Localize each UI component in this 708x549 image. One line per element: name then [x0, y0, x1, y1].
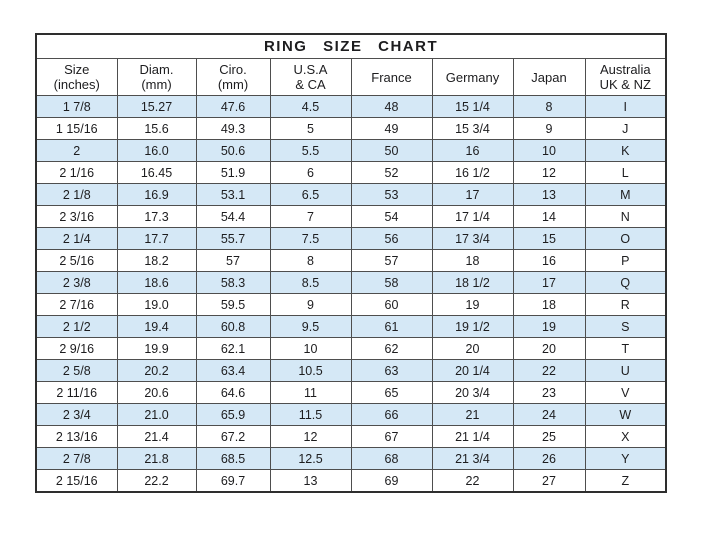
table-cell: 2 15/16 — [36, 470, 117, 493]
column-header-line2: & CA — [295, 77, 326, 92]
table-cell: 2 9/16 — [36, 338, 117, 360]
table-cell: R — [585, 294, 666, 316]
table-row — [36, 250, 666, 272]
table-row — [36, 206, 666, 228]
table-cell: 20 1/4 — [432, 360, 513, 382]
table-cell: 19 — [513, 316, 585, 338]
table-cell: 2 3/4 — [36, 404, 117, 426]
table-cell: 15.27 — [117, 96, 196, 118]
table-cell: S — [585, 316, 666, 338]
table-cell: 9 — [270, 294, 351, 316]
table-cell: 53 — [351, 184, 432, 206]
table-body — [36, 96, 666, 493]
table-cell: 12 — [270, 426, 351, 448]
table-cell: 16 1/2 — [432, 162, 513, 184]
column-header-size-inches — [36, 59, 117, 96]
table-cell: Z — [585, 470, 666, 493]
column-header-line1: Size — [64, 62, 90, 77]
table-cell: 20 3/4 — [432, 382, 513, 404]
table-cell: 11 — [270, 382, 351, 404]
table-cell: 1 7/8 — [36, 96, 117, 118]
table-row — [36, 294, 666, 316]
table-cell: 2 1/16 — [36, 162, 117, 184]
table-cell: 19.4 — [117, 316, 196, 338]
table-cell: 56 — [351, 228, 432, 250]
header-row — [36, 59, 666, 96]
table-cell: 5.5 — [270, 140, 351, 162]
table-row — [36, 140, 666, 162]
table-cell: 18.2 — [117, 250, 196, 272]
table-cell: 57 — [351, 250, 432, 272]
column-header-australia-uk-nz — [585, 59, 666, 96]
table-cell: O — [585, 228, 666, 250]
table-cell: 18 — [432, 250, 513, 272]
column-header-line2: (mm) — [141, 77, 172, 92]
table-cell: 62 — [351, 338, 432, 360]
table-cell: 27 — [513, 470, 585, 493]
table-cell: 63.4 — [196, 360, 270, 382]
table-cell: 69.7 — [196, 470, 270, 493]
table-cell: 10 — [270, 338, 351, 360]
table-cell: Y — [585, 448, 666, 470]
table-title: RING SIZE CHART — [36, 34, 666, 59]
table-cell: 1 15/16 — [36, 118, 117, 140]
table-cell: 22 — [513, 360, 585, 382]
table-cell: 49 — [351, 118, 432, 140]
table-cell: 13 — [270, 470, 351, 493]
table-cell: 7 — [270, 206, 351, 228]
table-cell: 6.5 — [270, 184, 351, 206]
table-row — [36, 448, 666, 470]
table-row — [36, 404, 666, 426]
table-cell: 59.5 — [196, 294, 270, 316]
table-cell: 67 — [351, 426, 432, 448]
table-cell: 24 — [513, 404, 585, 426]
table-cell: 25 — [513, 426, 585, 448]
table-cell: 2 1/4 — [36, 228, 117, 250]
table-cell: X — [585, 426, 666, 448]
table-row — [36, 382, 666, 404]
table-cell: 21 3/4 — [432, 448, 513, 470]
table-cell: 8 — [270, 250, 351, 272]
column-header-usa-ca — [270, 59, 351, 96]
column-header-germany — [432, 59, 513, 96]
table-row — [36, 360, 666, 382]
table-cell: 15 1/4 — [432, 96, 513, 118]
table-cell: 65 — [351, 382, 432, 404]
table-cell: I — [585, 96, 666, 118]
table-cell: 23 — [513, 382, 585, 404]
table-cell: 49.3 — [196, 118, 270, 140]
table-cell: 2 5/16 — [36, 250, 117, 272]
table-cell: L — [585, 162, 666, 184]
table-cell: 12.5 — [270, 448, 351, 470]
table-cell: 13 — [513, 184, 585, 206]
table-cell: 18 — [513, 294, 585, 316]
table-cell: 2 3/16 — [36, 206, 117, 228]
table-cell: 69 — [351, 470, 432, 493]
table-cell: 10 — [513, 140, 585, 162]
table-cell: 50 — [351, 140, 432, 162]
table-cell: 54 — [351, 206, 432, 228]
table-cell: 48 — [351, 96, 432, 118]
table-cell: 20.2 — [117, 360, 196, 382]
column-header-line1: Australia — [599, 62, 651, 77]
table-row — [36, 338, 666, 360]
table-cell: 9.5 — [270, 316, 351, 338]
column-header-line1: Ciro. — [219, 62, 247, 77]
column-header-line1: Diam. — [139, 62, 174, 77]
table-cell: 17.7 — [117, 228, 196, 250]
table-cell: 7.5 — [270, 228, 351, 250]
table-cell: 19 — [432, 294, 513, 316]
table-cell: N — [585, 206, 666, 228]
table-cell: 2 3/8 — [36, 272, 117, 294]
table-row — [36, 162, 666, 184]
table-cell: 17 1/4 — [432, 206, 513, 228]
table-cell: 2 1/8 — [36, 184, 117, 206]
table-cell: 9 — [513, 118, 585, 140]
table-row — [36, 272, 666, 294]
table-cell: 15 — [513, 228, 585, 250]
table-cell: Q — [585, 272, 666, 294]
table-cell: 11.5 — [270, 404, 351, 426]
table-cell: V — [585, 382, 666, 404]
table-cell: 2 13/16 — [36, 426, 117, 448]
table-cell: 17.3 — [117, 206, 196, 228]
table-cell: 21.0 — [117, 404, 196, 426]
table-cell: 19.0 — [117, 294, 196, 316]
table-row — [36, 96, 666, 118]
table-cell: 17 — [513, 272, 585, 294]
table-cell: 2 11/16 — [36, 382, 117, 404]
table-cell: 47.6 — [196, 96, 270, 118]
table-cell: 8.5 — [270, 272, 351, 294]
table-cell: 4.5 — [270, 96, 351, 118]
table-cell: 8 — [513, 96, 585, 118]
table-cell: P — [585, 250, 666, 272]
column-header-line2: UK & NZ — [599, 77, 651, 92]
table-cell: 15 3/4 — [432, 118, 513, 140]
table-cell: 20 — [513, 338, 585, 360]
table-cell: 62.1 — [196, 338, 270, 360]
table-cell: 17 3/4 — [432, 228, 513, 250]
table-cell: 2 5/8 — [36, 360, 117, 382]
table-cell: 2 — [36, 140, 117, 162]
table-cell: 2 7/16 — [36, 294, 117, 316]
column-header-line1: Japan — [531, 69, 567, 85]
table-cell: 17 — [432, 184, 513, 206]
table-cell: M — [585, 184, 666, 206]
table-cell: 66 — [351, 404, 432, 426]
column-header-line2: (mm) — [217, 77, 249, 92]
table-row — [36, 228, 666, 250]
table-cell: J — [585, 118, 666, 140]
table-cell: 67.2 — [196, 426, 270, 448]
title-row — [36, 34, 666, 59]
table-cell: 64.6 — [196, 382, 270, 404]
table-cell: 16.0 — [117, 140, 196, 162]
table-cell: 19.9 — [117, 338, 196, 360]
table-cell: 2 7/8 — [36, 448, 117, 470]
table-cell: 21 — [432, 404, 513, 426]
table-row — [36, 426, 666, 448]
table-cell: 68.5 — [196, 448, 270, 470]
table-cell: 14 — [513, 206, 585, 228]
table-cell: W — [585, 404, 666, 426]
table-cell: 53.1 — [196, 184, 270, 206]
table-cell: 21 1/4 — [432, 426, 513, 448]
table-cell: 21.4 — [117, 426, 196, 448]
table-row — [36, 118, 666, 140]
column-header-diam-mm — [117, 59, 196, 96]
table-cell: 2 1/2 — [36, 316, 117, 338]
table-cell: 16.9 — [117, 184, 196, 206]
table-cell: 22 — [432, 470, 513, 493]
table-cell: 12 — [513, 162, 585, 184]
column-header-line1: France — [371, 69, 412, 85]
table-cell: 20.6 — [117, 382, 196, 404]
table-cell: 55.7 — [196, 228, 270, 250]
table-row — [36, 470, 666, 493]
table-cell: 6 — [270, 162, 351, 184]
table-cell: 16 — [432, 140, 513, 162]
table-row — [36, 316, 666, 338]
table-cell: 18.6 — [117, 272, 196, 294]
table-row — [36, 184, 666, 206]
table-cell: 18 1/2 — [432, 272, 513, 294]
table-cell: 22.2 — [117, 470, 196, 493]
table-cell: 10.5 — [270, 360, 351, 382]
table-cell: 58.3 — [196, 272, 270, 294]
table-cell: 68 — [351, 448, 432, 470]
table-cell: 57 — [196, 250, 270, 272]
column-header-france — [351, 59, 432, 96]
table-cell: K — [585, 140, 666, 162]
table-cell: 60 — [351, 294, 432, 316]
table-cell: 20 — [432, 338, 513, 360]
table-cell: 51.9 — [196, 162, 270, 184]
table-cell: 58 — [351, 272, 432, 294]
table-cell: 15.6 — [117, 118, 196, 140]
column-header-line2: (inches) — [53, 77, 100, 92]
table-cell: 52 — [351, 162, 432, 184]
table-cell: 50.6 — [196, 140, 270, 162]
table-cell: 16 — [513, 250, 585, 272]
table-cell: 26 — [513, 448, 585, 470]
table-cell: 21.8 — [117, 448, 196, 470]
table-cell: 61 — [351, 316, 432, 338]
table-cell: 5 — [270, 118, 351, 140]
table-cell: 63 — [351, 360, 432, 382]
table-cell: 19 1/2 — [432, 316, 513, 338]
table-cell: U — [585, 360, 666, 382]
table-cell: 60.8 — [196, 316, 270, 338]
table-cell: 65.9 — [196, 404, 270, 426]
table-cell: 16.45 — [117, 162, 196, 184]
table-cell: 54.4 — [196, 206, 270, 228]
column-header-japan — [513, 59, 585, 96]
column-header-ciro-mm — [196, 59, 270, 96]
column-header-line1: Germany — [445, 69, 500, 85]
ring-size-table — [35, 33, 667, 493]
table-cell: T — [585, 338, 666, 360]
column-header-line1: U.S.A — [293, 62, 328, 77]
